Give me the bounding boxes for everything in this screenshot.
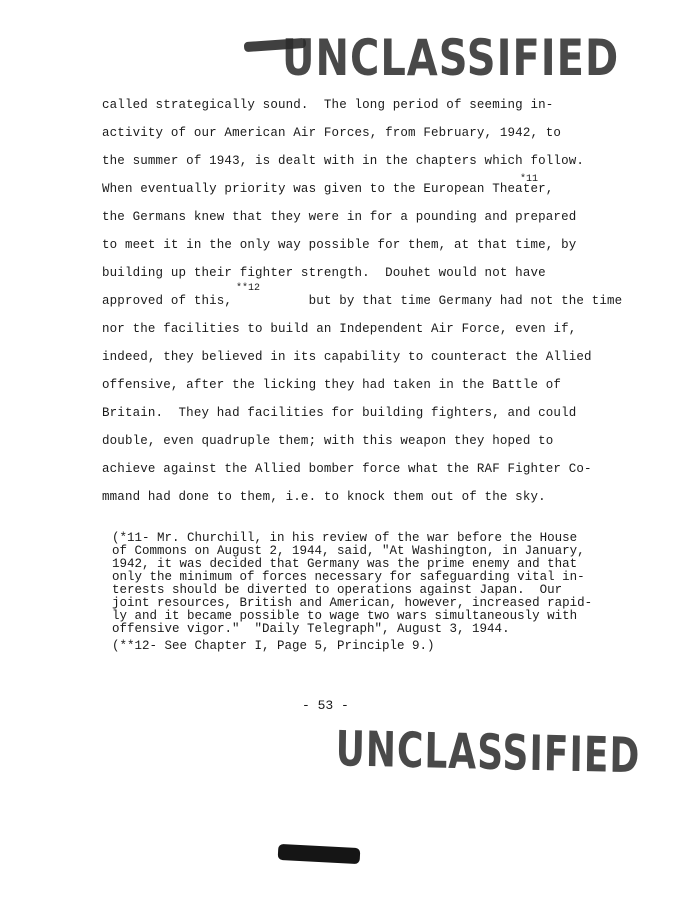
body-line: the summer of 1943, is dealt with in the chapters which follow. [102,154,585,168]
body-line: the Germans knew that they were in for a pounding and prepared [102,210,577,224]
body-line: building up their fighter strength. Douhet would not have [102,266,546,280]
body-line: mmand had done to them, i.e. to knock them out of the sky. [102,490,546,504]
body-line: achieve against the Allied bomber force what the RAF Fighter Co- [102,462,592,476]
footnote-line: (*11- Mr. Churchill, in his review of the war before the House [112,531,578,545]
footnote-line: of Commons on August 2, 1944, said, "At Washington, in January, [112,544,585,558]
body-line: indeed, they believed in its capability to counteract the Allied [102,350,592,364]
redaction-mark [278,844,361,864]
body-line: offensive, after the licking they had taken in the Battle of [102,378,562,392]
body-line: When eventually priority was given to the European Theater, [102,182,554,196]
body-line: approved of this, but by that time Germany had not the time [102,294,623,308]
footnote-marker-12: **12 [236,283,261,294]
body-line: to meet it in the only way possible for them, at that time, by [102,238,577,252]
footnote-line: ly and it became possible to wage two wars simultaneously with [112,609,578,623]
footnote-line: only the minimum of forces necessary for safeguarding vital in- [112,570,585,584]
footnote-marker-11: *11 [520,174,539,185]
body-line: double, even quadruple them; with this weapon they hoped to [102,434,554,448]
body-line: nor the facilities to build an Independent Air Force, even if, [102,322,577,336]
footnote-line: (**12- See Chapter I, Page 5, Principle 9.) [112,639,435,653]
body-line: Britain. They had facilities for building fighters, and could [102,406,577,420]
footnote-line: 1942, it was decided that Germany was the prime enemy and that [112,557,578,571]
page-number: - 53 - [302,698,349,713]
footnote-line: terests should be diverted to operations against Japan. Our [112,583,563,597]
classification-stamp-top: UNCLASSIFIED [282,30,620,88]
footnote-line: joint resources, British and American, however, increased rapid- [112,596,593,610]
footnote-line: offensive vigor." "Daily Telegraph", August 3, 1944. [112,622,510,636]
body-line: called strategically sound. The long period of seeming in- [102,98,554,112]
classification-stamp-bottom: UNCLASSIFIED [335,722,641,785]
body-line: activity of our American Air Forces, from February, 1942, to [102,126,562,140]
